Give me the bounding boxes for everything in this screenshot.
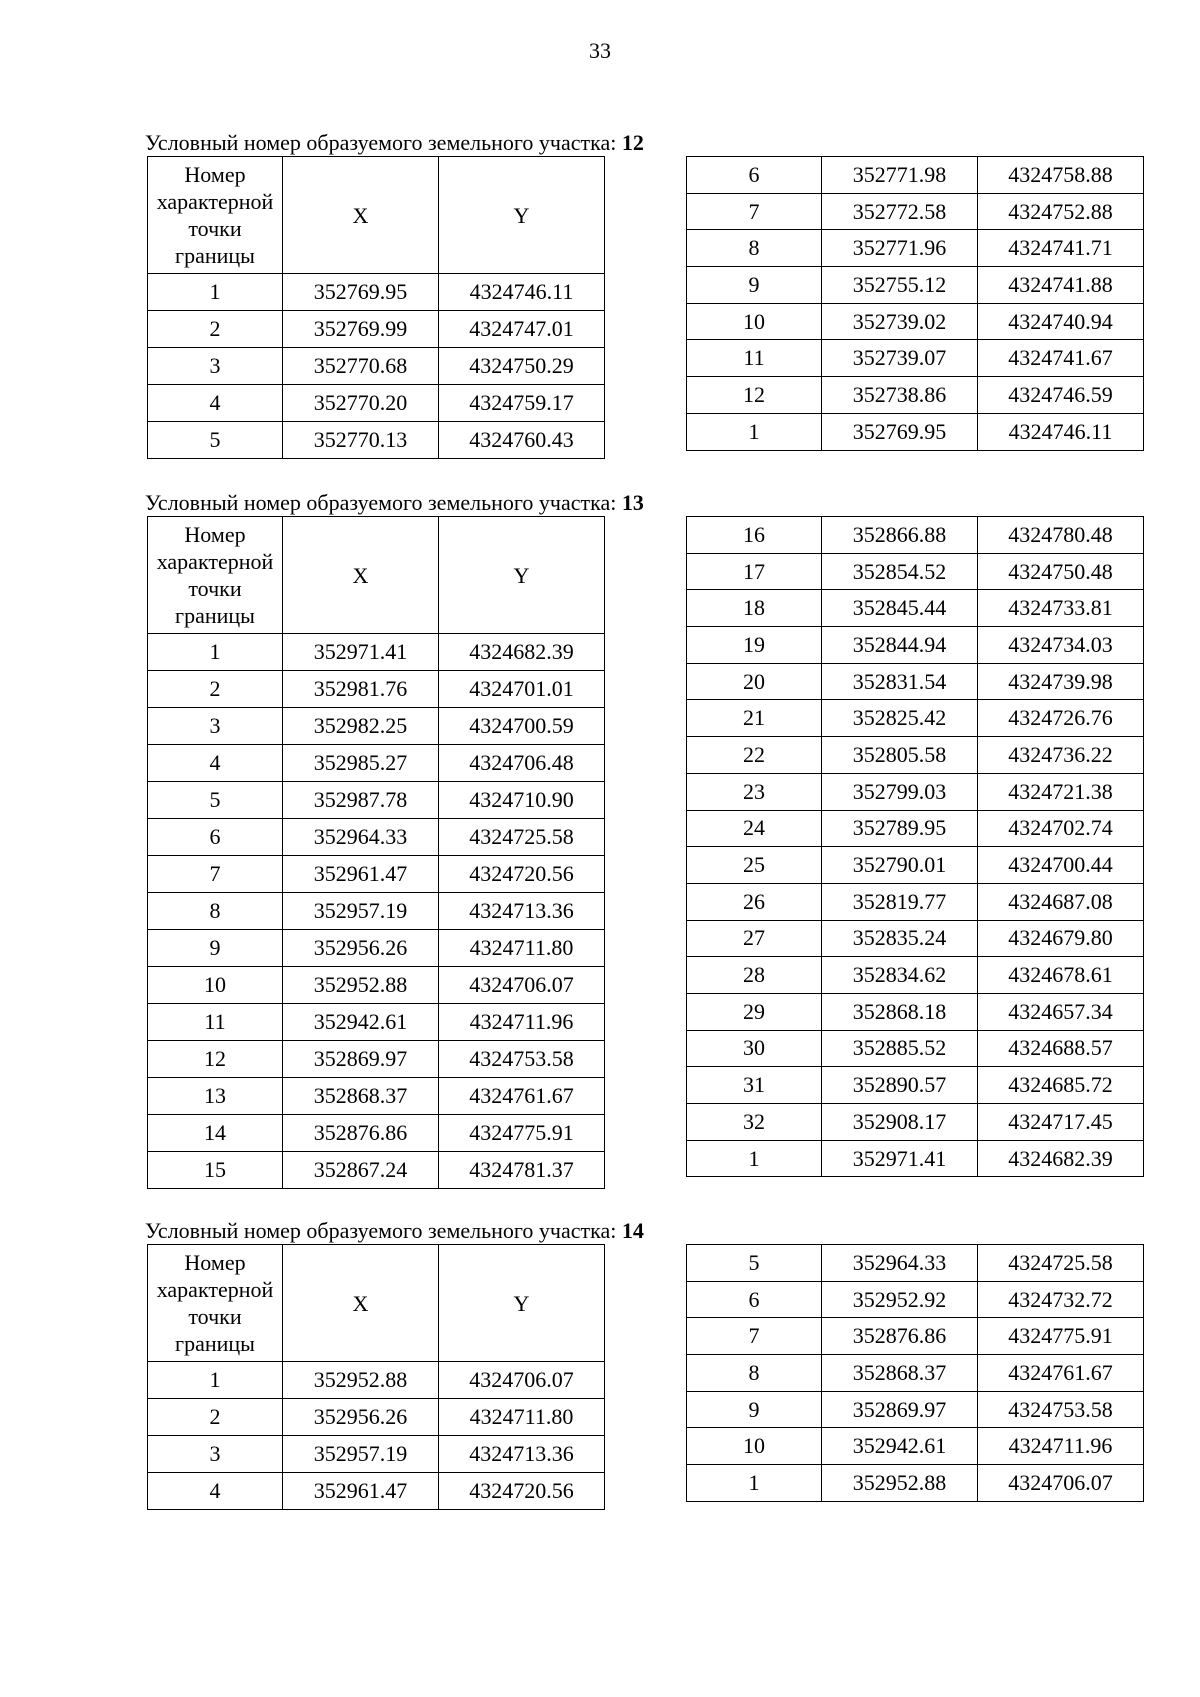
cell-y: 4324711.80 [439, 1399, 605, 1436]
cell-y: 4324780.48 [978, 517, 1144, 554]
header-y: Y [439, 517, 605, 634]
cell-y: 4324747.01 [439, 311, 605, 348]
cell-y: 4324702.74 [978, 810, 1144, 847]
cell-point-number: 4 [148, 385, 283, 422]
cell-y: 4324761.67 [978, 1355, 1144, 1392]
cell-y: 4324711.96 [978, 1428, 1144, 1465]
table-row [148, 311, 605, 348]
cell-y: 4324720.56 [439, 856, 605, 893]
table-row [148, 1041, 605, 1078]
cell-x: 352769.95 [822, 413, 978, 450]
header-x: X [283, 1245, 439, 1362]
table-row [148, 1004, 605, 1041]
table-row [687, 810, 1144, 847]
cell-x: 352771.98 [822, 157, 978, 194]
cell-x: 352868.37 [822, 1355, 978, 1392]
cell-point-number: 1 [148, 1362, 283, 1399]
coordinates-table-left [147, 516, 605, 1189]
table-row [687, 773, 1144, 810]
table-row [148, 1399, 605, 1436]
table-row [687, 1281, 1144, 1318]
table-row [687, 413, 1144, 450]
table-row [687, 517, 1144, 554]
cell-point-number: 27 [687, 920, 822, 957]
cell-point-number: 17 [687, 553, 822, 590]
cell-y: 4324688.57 [978, 1030, 1144, 1067]
table-row [687, 1465, 1144, 1502]
cell-y: 4324746.11 [978, 413, 1144, 450]
cell-point-number: 1 [687, 1140, 822, 1177]
cell-point-number: 7 [148, 856, 283, 893]
cell-x: 352854.52 [822, 553, 978, 590]
table-row [687, 957, 1144, 994]
cell-y: 4324760.43 [439, 422, 605, 459]
cell-x: 352738.86 [822, 377, 978, 414]
cell-y: 4324732.72 [978, 1281, 1144, 1318]
table-row [687, 627, 1144, 664]
cell-x: 352981.76 [283, 671, 439, 708]
table-header-row [148, 517, 605, 634]
cell-point-number: 11 [687, 340, 822, 377]
table-row [148, 1115, 605, 1152]
cell-point-number: 7 [687, 193, 822, 230]
parcel-number: 14 [621, 1218, 644, 1243]
cell-x: 352772.58 [822, 193, 978, 230]
cell-point-number: 15 [148, 1152, 283, 1189]
table-row [148, 745, 605, 782]
cell-point-number: 3 [148, 348, 283, 385]
table-row [687, 993, 1144, 1030]
cell-y: 4324753.58 [439, 1041, 605, 1078]
table-row [148, 856, 605, 893]
cell-point-number: 5 [687, 1245, 822, 1282]
cell-y: 4324750.29 [439, 348, 605, 385]
table-row [687, 267, 1144, 304]
cell-point-number: 30 [687, 1030, 822, 1067]
table-row [687, 1355, 1144, 1392]
cell-y: 4324700.44 [978, 847, 1144, 884]
header-point-number: Номер характерной точки границы [148, 1245, 283, 1362]
cell-x: 352770.13 [283, 422, 439, 459]
parcel-number: 12 [621, 130, 644, 155]
table-row [148, 422, 605, 459]
table-row [148, 1362, 605, 1399]
table-row [687, 1030, 1144, 1067]
table-row [687, 1245, 1144, 1282]
table-row [687, 1391, 1144, 1428]
cell-point-number: 4 [148, 1473, 283, 1510]
table-row [687, 590, 1144, 627]
parcel-title-prefix: Условный номер образуемого земельного участка: [145, 490, 617, 515]
cell-x: 352942.61 [822, 1428, 978, 1465]
cell-point-number: 2 [148, 671, 283, 708]
header-x: X [283, 517, 439, 634]
cell-x: 352876.86 [822, 1318, 978, 1355]
cell-x: 352825.42 [822, 700, 978, 737]
header-point-number: Номер характерной точки границы [148, 157, 283, 274]
cell-point-number: 32 [687, 1104, 822, 1141]
table-row [687, 847, 1144, 884]
cell-y: 4324746.11 [439, 274, 605, 311]
table-row [687, 340, 1144, 377]
cell-y: 4324700.59 [439, 708, 605, 745]
cell-x: 352952.88 [283, 967, 439, 1004]
cell-point-number: 28 [687, 957, 822, 994]
cell-point-number: 20 [687, 663, 822, 700]
cell-x: 352964.33 [822, 1245, 978, 1282]
cell-point-number: 9 [687, 1391, 822, 1428]
cell-point-number: 1 [687, 1465, 822, 1502]
cell-y: 4324750.48 [978, 553, 1144, 590]
coordinates-table-right [686, 1244, 1144, 1502]
cell-point-number: 14 [148, 1115, 283, 1152]
cell-point-number: 6 [687, 1281, 822, 1318]
cell-point-number: 3 [148, 708, 283, 745]
cell-x: 352790.01 [822, 847, 978, 884]
cell-x: 352805.58 [822, 737, 978, 774]
cell-point-number: 22 [687, 737, 822, 774]
cell-point-number: 8 [687, 230, 822, 267]
parcel-title-prefix: Условный номер образуемого земельного участка: [145, 130, 617, 155]
cell-point-number: 10 [687, 1428, 822, 1465]
cell-point-number: 19 [687, 627, 822, 664]
cell-x: 352835.24 [822, 920, 978, 957]
table-row [148, 1473, 605, 1510]
cell-y: 4324685.72 [978, 1067, 1144, 1104]
cell-y: 4324740.94 [978, 303, 1144, 340]
cell-y: 4324741.67 [978, 340, 1144, 377]
table-row [687, 193, 1144, 230]
cell-y: 4324657.34 [978, 993, 1144, 1030]
cell-y: 4324679.80 [978, 920, 1144, 957]
cell-y: 4324741.88 [978, 267, 1144, 304]
table-row [148, 782, 605, 819]
table-row [148, 385, 605, 422]
cell-x: 352755.12 [822, 267, 978, 304]
table-row [148, 1152, 605, 1189]
cell-x: 352834.62 [822, 957, 978, 994]
cell-y: 4324725.58 [978, 1245, 1144, 1282]
cell-x: 352831.54 [822, 663, 978, 700]
cell-x: 352799.03 [822, 773, 978, 810]
table-row [148, 967, 605, 1004]
parcel-number: 13 [621, 490, 644, 515]
cell-x: 352956.26 [283, 930, 439, 967]
cell-x: 352971.41 [283, 634, 439, 671]
cell-x: 352845.44 [822, 590, 978, 627]
cell-point-number: 11 [148, 1004, 283, 1041]
coordinates-table-right [686, 156, 1144, 451]
cell-y: 4324721.38 [978, 773, 1144, 810]
cell-x: 352987.78 [283, 782, 439, 819]
cell-point-number: 12 [687, 377, 822, 414]
cell-x: 352869.97 [822, 1391, 978, 1428]
cell-y: 4324706.07 [978, 1465, 1144, 1502]
table-row [687, 230, 1144, 267]
cell-x: 352952.92 [822, 1281, 978, 1318]
table-row [148, 671, 605, 708]
cell-x: 352890.57 [822, 1067, 978, 1104]
table-row [687, 377, 1144, 414]
cell-y: 4324682.39 [439, 634, 605, 671]
cell-y: 4324710.90 [439, 782, 605, 819]
cell-point-number: 16 [687, 517, 822, 554]
cell-y: 4324734.03 [978, 627, 1144, 664]
cell-y: 4324711.96 [439, 1004, 605, 1041]
cell-point-number: 12 [148, 1041, 283, 1078]
cell-y: 4324746.59 [978, 377, 1144, 414]
cell-y: 4324736.22 [978, 737, 1144, 774]
cell-y: 4324741.71 [978, 230, 1144, 267]
parcel-title [145, 130, 644, 156]
cell-point-number: 5 [148, 422, 283, 459]
cell-point-number: 8 [687, 1355, 822, 1392]
table-row [687, 700, 1144, 737]
cell-point-number: 9 [687, 267, 822, 304]
cell-point-number: 21 [687, 700, 822, 737]
cell-x: 352769.99 [283, 311, 439, 348]
header-y: Y [439, 157, 605, 274]
cell-x: 352957.19 [283, 1436, 439, 1473]
parcel-title-prefix: Условный номер образуемого земельного участка: [145, 1218, 617, 1243]
table-row [687, 553, 1144, 590]
cell-x: 352819.77 [822, 883, 978, 920]
cell-y: 4324733.81 [978, 590, 1144, 627]
table-row [148, 348, 605, 385]
cell-point-number: 23 [687, 773, 822, 810]
header-y: Y [439, 1245, 605, 1362]
cell-point-number: 1 [148, 634, 283, 671]
table-row [148, 1436, 605, 1473]
parcel-title [145, 490, 644, 516]
cell-x: 352952.88 [822, 1465, 978, 1502]
cell-x: 352971.41 [822, 1140, 978, 1177]
cell-x: 352771.96 [822, 230, 978, 267]
cell-point-number: 18 [687, 590, 822, 627]
cell-y: 4324678.61 [978, 957, 1144, 994]
cell-x: 352789.95 [822, 810, 978, 847]
cell-y: 4324781.37 [439, 1152, 605, 1189]
cell-x: 352961.47 [283, 1473, 439, 1510]
cell-point-number: 31 [687, 1067, 822, 1104]
cell-x: 352956.26 [283, 1399, 439, 1436]
cell-x: 352985.27 [283, 745, 439, 782]
cell-x: 352867.24 [283, 1152, 439, 1189]
table-row [687, 1318, 1144, 1355]
cell-point-number: 10 [687, 303, 822, 340]
cell-y: 4324775.91 [439, 1115, 605, 1152]
cell-x: 352770.68 [283, 348, 439, 385]
cell-x: 352739.02 [822, 303, 978, 340]
cell-x: 352885.52 [822, 1030, 978, 1067]
table-row [687, 1140, 1144, 1177]
cell-y: 4324759.17 [439, 385, 605, 422]
cell-point-number: 9 [148, 930, 283, 967]
cell-x: 352876.86 [283, 1115, 439, 1152]
cell-x: 352964.33 [283, 819, 439, 856]
cell-x: 352739.07 [822, 340, 978, 377]
cell-y: 4324682.39 [978, 1140, 1144, 1177]
table-row [687, 1104, 1144, 1141]
cell-y: 4324717.45 [978, 1104, 1144, 1141]
cell-x: 352866.88 [822, 517, 978, 554]
cell-x: 352844.94 [822, 627, 978, 664]
cell-point-number: 6 [148, 819, 283, 856]
cell-x: 352957.19 [283, 893, 439, 930]
table-row [148, 819, 605, 856]
coordinates-table-left [147, 156, 605, 459]
cell-x: 352769.95 [283, 274, 439, 311]
table-row [687, 1428, 1144, 1465]
cell-y: 4324687.08 [978, 883, 1144, 920]
cell-y: 4324739.98 [978, 663, 1144, 700]
table-row [687, 303, 1144, 340]
cell-y: 4324701.01 [439, 671, 605, 708]
cell-x: 352869.97 [283, 1041, 439, 1078]
cell-y: 4324713.36 [439, 1436, 605, 1473]
cell-y: 4324753.58 [978, 1391, 1144, 1428]
cell-x: 352908.17 [822, 1104, 978, 1141]
cell-point-number: 25 [687, 847, 822, 884]
cell-y: 4324711.80 [439, 930, 605, 967]
cell-point-number: 3 [148, 1436, 283, 1473]
table-row [687, 883, 1144, 920]
table-row [687, 737, 1144, 774]
table-row [148, 708, 605, 745]
cell-point-number: 1 [687, 413, 822, 450]
table-row [148, 930, 605, 967]
cell-x: 352868.18 [822, 993, 978, 1030]
cell-y: 4324706.07 [439, 1362, 605, 1399]
cell-x: 352868.37 [283, 1078, 439, 1115]
cell-x: 352982.25 [283, 708, 439, 745]
table-row [148, 274, 605, 311]
cell-point-number: 29 [687, 993, 822, 1030]
cell-x: 352770.20 [283, 385, 439, 422]
cell-y: 4324775.91 [978, 1318, 1144, 1355]
header-point-number: Номер характерной точки границы [148, 517, 283, 634]
table-row [148, 1078, 605, 1115]
table-header-row [148, 157, 605, 274]
header-x: X [283, 157, 439, 274]
table-row [148, 893, 605, 930]
cell-y: 4324761.67 [439, 1078, 605, 1115]
cell-y: 4324752.88 [978, 193, 1144, 230]
cell-x: 352961.47 [283, 856, 439, 893]
cell-point-number: 5 [148, 782, 283, 819]
table-row [687, 157, 1144, 194]
table-row [687, 920, 1144, 957]
cell-point-number: 7 [687, 1318, 822, 1355]
cell-y: 4324706.07 [439, 967, 605, 1004]
cell-point-number: 26 [687, 883, 822, 920]
cell-y: 4324706.48 [439, 745, 605, 782]
table-header-row [148, 1245, 605, 1362]
cell-point-number: 4 [148, 745, 283, 782]
cell-y: 4324726.76 [978, 700, 1144, 737]
cell-x: 352942.61 [283, 1004, 439, 1041]
cell-y: 4324720.56 [439, 1473, 605, 1510]
cell-point-number: 1 [148, 274, 283, 311]
cell-y: 4324758.88 [978, 157, 1144, 194]
cell-point-number: 2 [148, 1399, 283, 1436]
cell-x: 352952.88 [283, 1362, 439, 1399]
cell-y: 4324713.36 [439, 893, 605, 930]
cell-y: 4324725.58 [439, 819, 605, 856]
table-row [148, 634, 605, 671]
cell-point-number: 24 [687, 810, 822, 847]
table-row [687, 663, 1144, 700]
page-number: 33 [589, 38, 611, 63]
parcel-title [145, 1218, 644, 1244]
coordinates-table-right [686, 516, 1144, 1177]
cell-point-number: 8 [148, 893, 283, 930]
coordinates-table-left [147, 1244, 605, 1510]
cell-point-number: 6 [687, 157, 822, 194]
cell-point-number: 10 [148, 967, 283, 1004]
table-row [687, 1067, 1144, 1104]
cell-point-number: 2 [148, 311, 283, 348]
cell-point-number: 13 [148, 1078, 283, 1115]
